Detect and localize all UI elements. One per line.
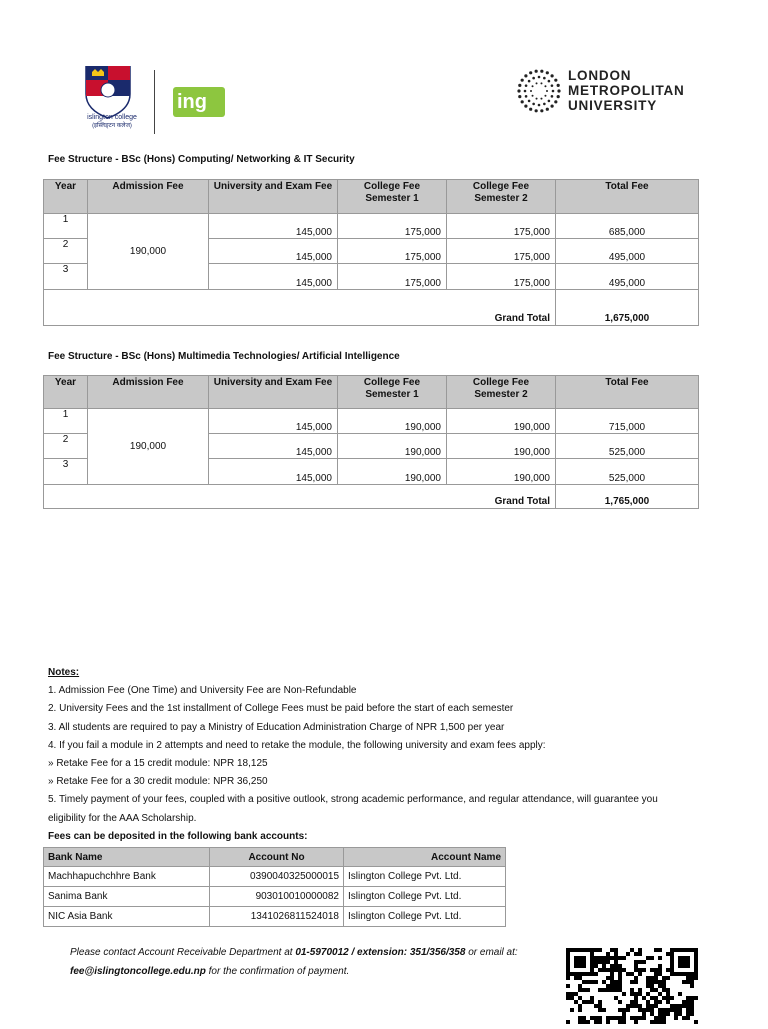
year-cell: 3: [44, 264, 88, 290]
note-item: 1. Admission Fee (One Time) and University Fee are Non-Refundable: [48, 685, 357, 697]
table1-title: Fee Structure - BSc (Hons) Computing/ Networking & IT Security: [48, 154, 355, 165]
contact-text: Please contact Account Receivable Department at: [70, 947, 296, 958]
year-cell: 1: [44, 409, 88, 434]
header-total-fee: Total Fee: [556, 180, 699, 214]
cell: 175,000: [338, 239, 447, 264]
deposit-heading: Fees can be deposited in the following bank accounts:: [48, 830, 308, 842]
note-item: 2. University Fees and the 1st installment of College Fees must be paid before the start of each semester: [48, 703, 514, 715]
cell: 190,000: [338, 409, 447, 434]
bank-name-cell: Sanima Bank: [44, 887, 210, 907]
lmu-logo-mark: [516, 68, 562, 114]
cell: 495,000: [556, 264, 699, 290]
header-account-no: Account No: [210, 848, 344, 867]
header-year: Year: [44, 376, 88, 409]
cell: 175,000: [447, 264, 556, 290]
qr-code[interactable]: [566, 948, 700, 1024]
cell: 190,000: [338, 459, 447, 485]
header-college-fee-sem2: College Fee Semester 2: [447, 180, 556, 214]
table-row: [44, 867, 506, 887]
fee-table-multimedia: [43, 375, 699, 509]
cell: 145,000: [209, 239, 338, 264]
admission-fee-cell: 190,000: [88, 214, 209, 290]
cell: 495,000: [556, 239, 699, 264]
grand-total-label: Grand Total: [44, 290, 556, 326]
bank-name-cell: Machhapuchchhre Bank: [44, 867, 210, 887]
fee-table-computing: [43, 179, 699, 326]
grand-total-value: 1,675,000: [556, 290, 699, 326]
table-row: [44, 887, 506, 907]
account-no-cell: 1341026811524018: [210, 907, 344, 927]
cell: 190,000: [447, 434, 556, 459]
cell: 190,000: [447, 409, 556, 434]
notes-section: [48, 664, 708, 846]
lmu-line-2: METROPOLITAN: [568, 83, 685, 98]
header-college-fee-sem2: College Fee Semester 2: [447, 376, 556, 409]
header-university-fee: University and Exam Fee: [209, 180, 338, 214]
header-college-fee-sem1: College Fee Semester 1: [338, 376, 447, 409]
college-subtitle: (इस्लिङ्टन कलेज): [92, 123, 132, 129]
table-row: [44, 214, 699, 239]
table-row: [44, 409, 699, 434]
header-year: Year: [44, 180, 88, 214]
admission-fee-cell: 190,000: [88, 409, 209, 485]
header-college-fee-sem1: College Fee Semester 1: [338, 180, 447, 214]
year-cell: 2: [44, 434, 88, 459]
account-name-cell: Islington College Pvt. Ltd.: [344, 907, 506, 927]
islington-college-logo: [78, 66, 146, 134]
bank-accounts-table: [43, 847, 506, 927]
cell: 145,000: [209, 214, 338, 239]
contact-phone: 01-5970012 / extension: 351/356/358: [295, 947, 466, 958]
note-item: 5. Timely payment of your fees, coupled with a positive outlook, strong academic performance, and regular attendance, will guarantee you eligibility for the AAA Scholarship.: [48, 794, 658, 824]
grand-total-value: 1,765,000: [556, 485, 699, 509]
college-name: islington college: [87, 114, 137, 121]
table2-title: Fee Structure - BSc (Hons) Multimedia Technologies/ Artificial Intelligence: [48, 351, 400, 362]
cell: 715,000: [556, 409, 699, 434]
grand-total-row: [44, 485, 699, 509]
cell: 145,000: [209, 409, 338, 434]
cell: 145,000: [209, 264, 338, 290]
contact-text: for the confirmation of payment.: [205, 966, 350, 977]
ing-logo: ing: [173, 87, 225, 117]
year-cell: 3: [44, 459, 88, 485]
cell: 145,000: [209, 434, 338, 459]
account-no-cell: 0390040325000015: [210, 867, 344, 887]
cell: 175,000: [447, 239, 556, 264]
contact-email[interactable]: fee@islingtoncollege.edu.np: [70, 966, 206, 977]
cell: 145,000: [209, 459, 338, 485]
cell: 190,000: [338, 434, 447, 459]
cell: 190,000: [447, 459, 556, 485]
contact-note: [70, 943, 550, 981]
cell: 175,000: [447, 214, 556, 239]
table-row: [44, 907, 506, 927]
account-name-cell: Islington College Pvt. Ltd.: [344, 867, 506, 887]
year-cell: 1: [44, 214, 88, 239]
lmu-logo-text: [568, 68, 685, 113]
account-no-cell: 903010010000082: [210, 887, 344, 907]
note-item: » Retake Fee for a 15 credit module: NPR 18,125: [48, 758, 268, 770]
note-item: 3. All students are required to pay a Ministry of Education Administration Charge of NPR 1,500 per year: [48, 721, 505, 733]
header-total-fee: Total Fee: [556, 376, 699, 409]
cell: 525,000: [556, 459, 699, 485]
note-item: » Retake Fee for a 30 credit module: NPR 36,250: [48, 776, 268, 788]
cell: 175,000: [338, 264, 447, 290]
contact-text: or email at:: [465, 947, 518, 958]
grand-total-label: Grand Total: [44, 485, 556, 509]
header-admission-fee: Admission Fee: [88, 180, 209, 214]
logo-divider: [154, 70, 155, 134]
header-bank-name: Bank Name: [44, 848, 210, 867]
header-account-name: Account Name: [344, 848, 506, 867]
note-item: 4. If you fail a module in 2 attempts and need to retake the module, the following university and exam fees apply:: [48, 739, 546, 751]
cell: 525,000: [556, 434, 699, 459]
bank-name-cell: NIC Asia Bank: [44, 907, 210, 927]
lmu-line-1: LONDON: [568, 68, 632, 83]
header-admission-fee: Admission Fee: [88, 376, 209, 409]
header-university-fee: University and Exam Fee: [209, 376, 338, 409]
cell: 175,000: [338, 214, 447, 239]
lmu-line-3: UNIVERSITY: [568, 98, 658, 113]
grand-total-row: [44, 290, 699, 326]
notes-heading: Notes:: [48, 667, 80, 678]
cell: 685,000: [556, 214, 699, 239]
year-cell: 2: [44, 239, 88, 264]
account-name-cell: Islington College Pvt. Ltd.: [344, 887, 506, 907]
